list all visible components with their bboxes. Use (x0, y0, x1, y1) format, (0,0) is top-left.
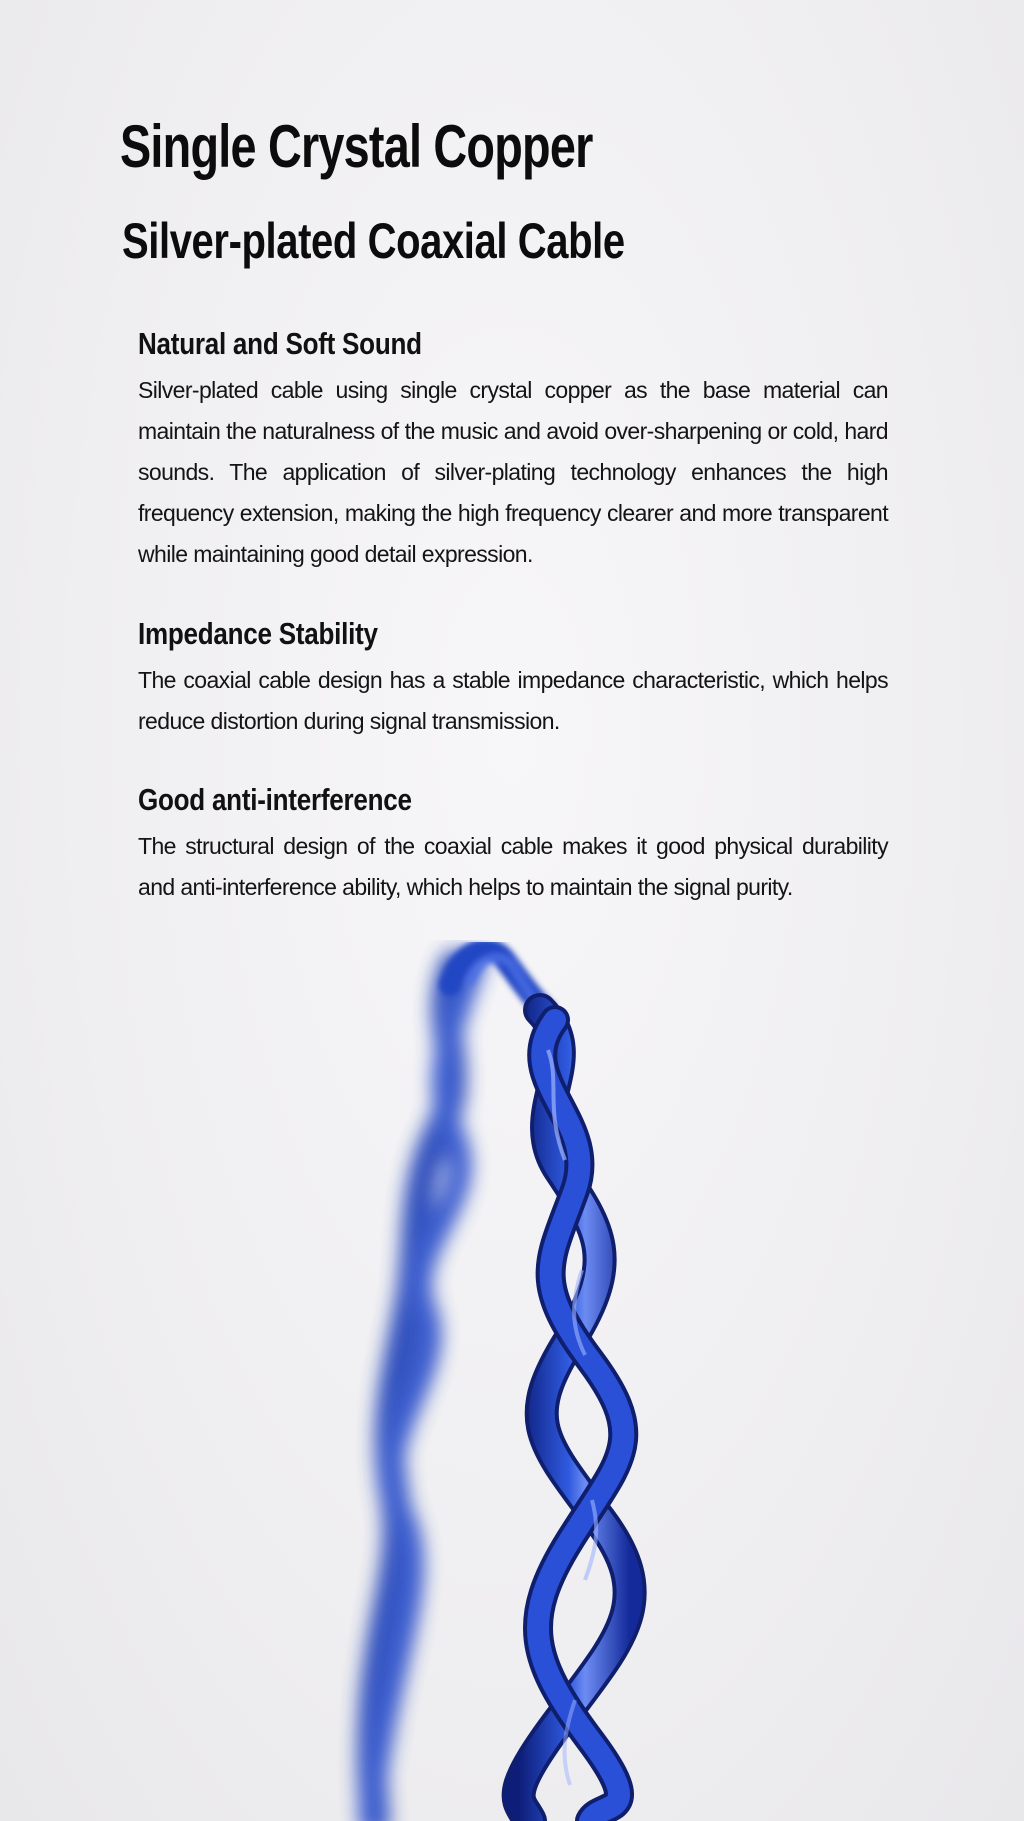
feature-impedance-stability (138, 616, 888, 742)
feature-anti-interference (138, 782, 888, 908)
feature-description: The structural design of the coaxial cable makes it good physical durability and anti-interference ability, which helps to maintain the signal purity. (138, 833, 888, 900)
feature-heading: Impedance Stability (138, 616, 378, 651)
feature-description: Silver-plated cable using single crystal copper as the base material can maintain the naturalness of the music and avoid over-sharpening or cold, hard sounds. The application of silver-plating technology enhances the high frequency extension, making the high frequency clearer and more transparent while maintaining good detail expression. (138, 377, 888, 567)
feature-heading: Natural and Soft Sound (138, 326, 422, 361)
feature-natural-sound (138, 326, 888, 575)
page-subtitle: Silver-plated Coaxial Cable (122, 213, 625, 269)
cable-strand-blurred (370, 960, 475, 1821)
feature-heading: Good anti-interference (138, 782, 412, 817)
cable-product-image (0, 940, 1024, 1821)
feature-description: The coaxial cable design has a stable impedance characteristic, which helps reduce distortion during signal transmission. (138, 667, 888, 734)
cable-strand-focused (519, 1010, 630, 1821)
page-title: Single Crystal Copper (120, 113, 593, 180)
